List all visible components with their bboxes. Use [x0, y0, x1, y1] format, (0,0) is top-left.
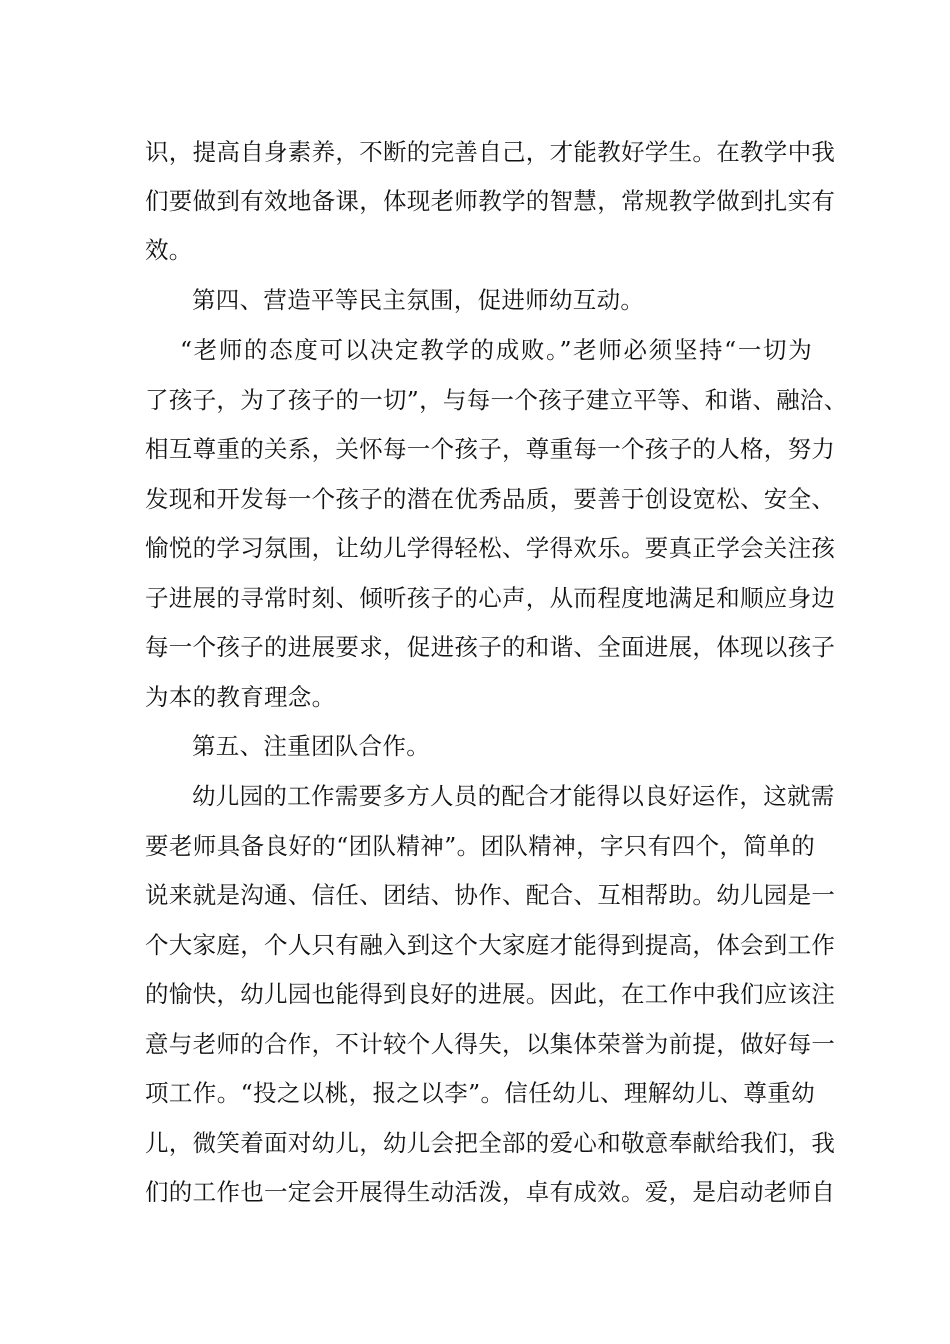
text-line: 要老师具备良好的“团队精神”。团队精神，字只有四个，简单的	[145, 832, 815, 860]
text-line: 的愉快，幼儿园也能得到良好的进展。因此，在工作中我们应该注	[145, 980, 836, 1008]
text-line: 效。	[145, 236, 193, 264]
text-line: 们要做到有效地备课，体现老师教学的智慧，常规教学做到扎实有	[145, 187, 836, 215]
text-line: “老师的态度可以决定教学的成败。”老师必须坚持“一切为	[180, 336, 813, 364]
text-line: 们的工作也一定会开展得生动活泼，卓有成效。爱，是启动老师自	[145, 1178, 836, 1206]
text-line: 了孩子，为了孩子的一切”，与每一个孩子建立平等、和谐、融洽、	[145, 386, 848, 414]
text-line: 子进展的寻常时刻、倾听孩子的心声，从而程度地满足和顺应身边	[145, 584, 836, 612]
text-line: 儿，微笑着面对幼儿，幼儿会把全部的爱心和敬意奉献给我们，我	[145, 1129, 836, 1157]
text-line: 发现和开发每一个孩子的潜在优秀品质，要善于创设宽松、安全、	[145, 485, 836, 513]
text-line: 相互尊重的关系，关怀每一个孩子，尊重每一个孩子的人格，努力	[145, 435, 836, 463]
section-heading: 第四、营造平等民主氛围，促进师幼互动。	[192, 286, 645, 314]
text-line: 意与老师的合作，不计较个人得失，以集体荣誉为前提，做好每一	[145, 1030, 836, 1058]
text-line: 愉悦的学习氛围，让幼儿学得轻松、学得欢乐。要真正学会关注孩	[145, 534, 836, 562]
text-line: 项工作。“投之以桃，报之以李”。信任幼儿、理解幼儿、尊重幼	[145, 1079, 815, 1107]
text-line: 识，提高自身素养，不断的完善自己，才能教好学生。在教学中我	[145, 138, 836, 166]
text-line: 个大家庭，个人只有融入到这个大家庭才能得到提高，体会到工作	[145, 931, 836, 959]
text-line: 幼儿园的工作需要多方人员的配合才能得以良好运作，这就需	[192, 782, 835, 810]
text-line: 每一个孩子的进展要求，促进孩子的和谐、全面进展，体现以孩子	[145, 633, 836, 661]
section-heading: 第五、注重团队合作。	[192, 732, 430, 760]
text-line: 说来就是沟通、信任、团结、协作、配合、互相帮助。幼儿园是一	[145, 881, 836, 909]
text-line: 为本的教育理念。	[145, 683, 336, 711]
